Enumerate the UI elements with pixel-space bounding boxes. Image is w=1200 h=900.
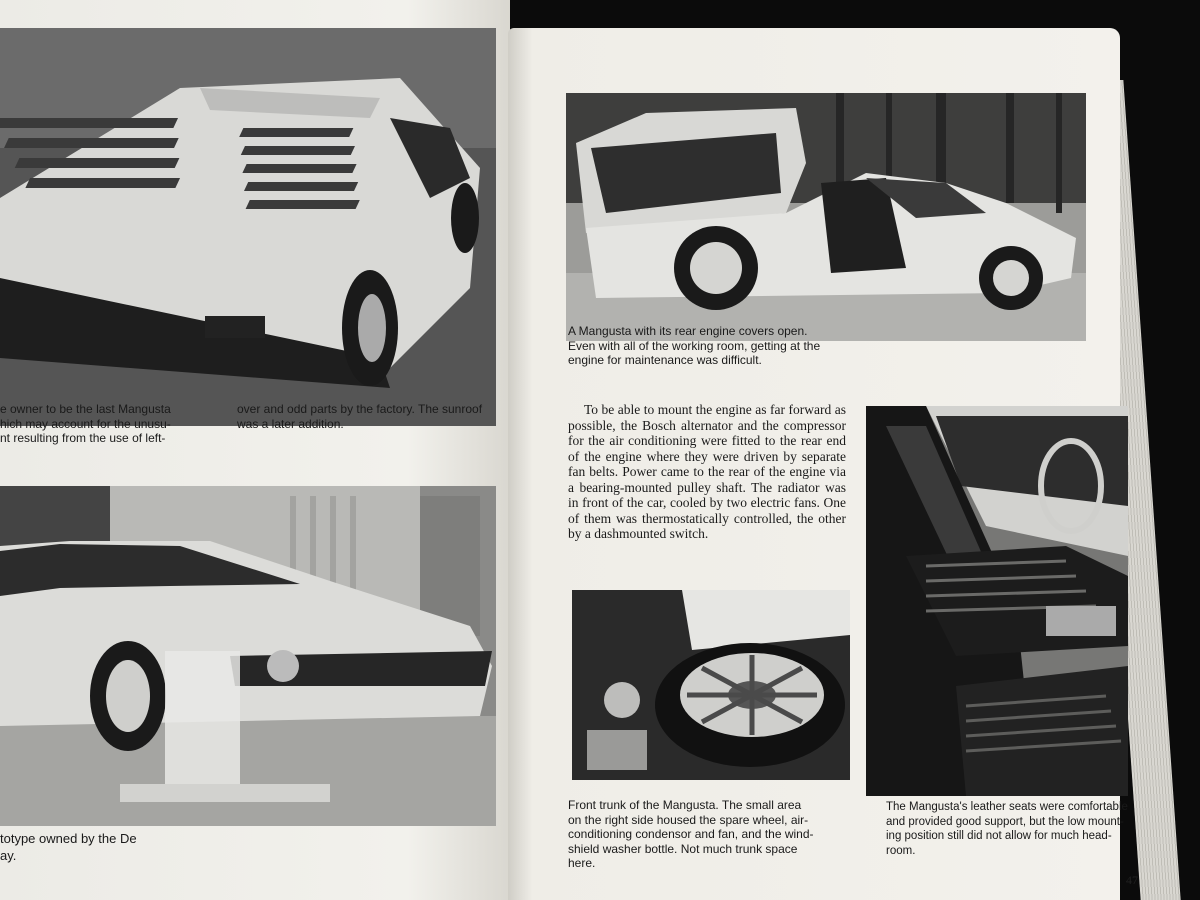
caption-left-bottom: totype owned by the De ay.	[0, 831, 137, 863]
photo-leather-seats	[866, 406, 1128, 796]
caption-front-trunk: Front trunk of the Mangusta. The small area on the right side housed the spare wheel, air- conditioning condensor and fan, and the wind- shield washer bottle. Not much trunk space here.	[568, 798, 814, 870]
caption-engine-covers: A Mangusta with its rear engine covers open. Even with all of the working room, getting at the engine for maintenance was difficult.	[568, 324, 821, 367]
body-paragraph: To be able to mount the engine as far forward as possible, the Bosch alternator and the compressor for the air conditioning were fitted to the rear end of the engine where they were driven by separate fan belts. Power came to the rear of the engine via a bearing-mounted pulley shaft. The radiator was in front of the car, cooled by two electric fans. One of them was thermostatically controlled, the other by a dashmounted switch.	[568, 402, 846, 541]
photo-prototype-front	[0, 486, 496, 826]
photo-front-trunk	[572, 590, 850, 780]
right-page	[508, 28, 1138, 900]
left-page	[0, 0, 510, 900]
page-number: 47	[1126, 873, 1138, 887]
caption-left-top-col1: e owner to be the last Mangusta hich may account for the unusu- nt resulting from the use of left-	[0, 402, 171, 445]
photo-engine-covers-open	[566, 93, 1086, 341]
caption-leather-seats: The Mangusta's leather seats were comfortable and provided good support, but the low mount- ing position still did not allow for much head- room.	[886, 801, 1128, 857]
caption-left-top-col2: over and odd parts by the factory. The sunroof was a later addition.	[237, 402, 483, 431]
photo-rear-louvers	[0, 28, 496, 426]
